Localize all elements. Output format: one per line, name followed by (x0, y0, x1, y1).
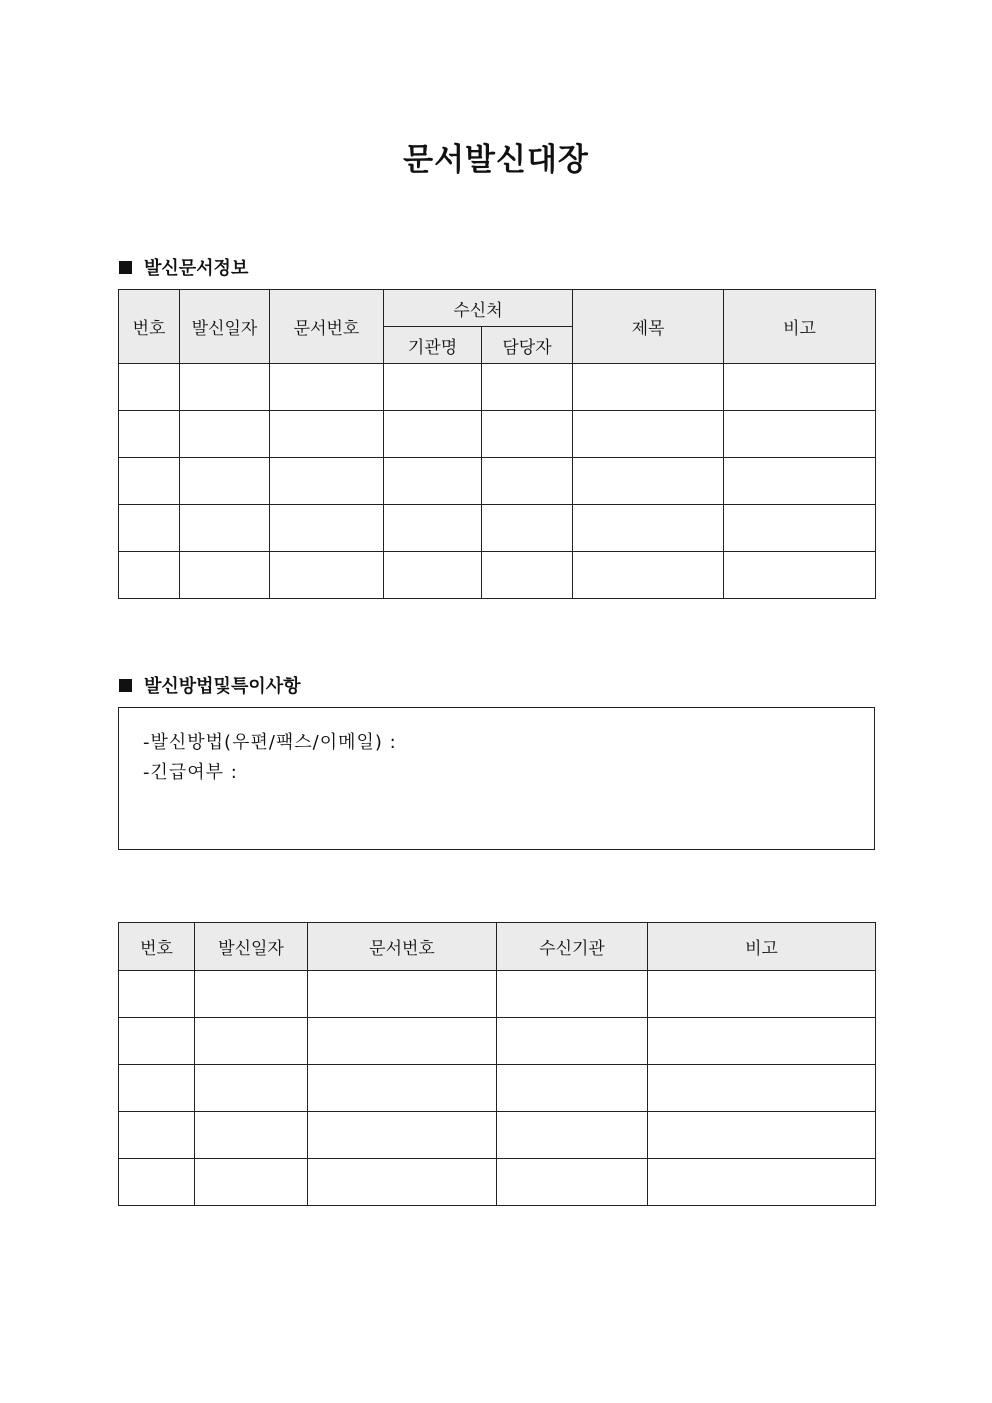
cell-contact-person[interactable] (482, 552, 573, 599)
cell-recipient-org[interactable] (497, 1018, 648, 1065)
cell-org-name[interactable] (384, 411, 482, 458)
cell-send-date[interactable] (180, 411, 270, 458)
cell-doc-number[interactable] (270, 552, 384, 599)
section-heading-label: 발신문서정보 (144, 258, 249, 279)
table-row (119, 552, 876, 599)
header-remarks: 비고 (648, 923, 876, 971)
black-square-icon (119, 261, 132, 274)
cell-recipient-org[interactable] (497, 1112, 648, 1159)
cell-remarks[interactable] (648, 1112, 876, 1159)
cell-remarks[interactable] (724, 505, 876, 552)
header-send-date: 발신일자 (180, 290, 270, 364)
cell-subject[interactable] (573, 458, 724, 505)
cell-no[interactable] (119, 1065, 195, 1112)
black-square-icon (119, 679, 132, 692)
cell-doc-number[interactable] (270, 411, 384, 458)
header-recipient-org: 수신기관 (497, 923, 648, 971)
cell-send-date[interactable] (195, 971, 308, 1018)
cell-doc-number[interactable] (270, 364, 384, 411)
cell-subject[interactable] (573, 411, 724, 458)
table-row (119, 1065, 876, 1112)
cell-no[interactable] (119, 505, 180, 552)
cell-remarks[interactable] (724, 411, 876, 458)
header-no: 번호 (119, 290, 180, 364)
header-subject: 제목 (573, 290, 724, 364)
cell-remarks[interactable] (724, 552, 876, 599)
cell-doc-number[interactable] (270, 505, 384, 552)
cell-recipient-org[interactable] (497, 1159, 648, 1206)
cell-doc-number[interactable] (308, 1065, 497, 1112)
cell-remarks[interactable] (724, 364, 876, 411)
cell-remarks[interactable] (648, 1065, 876, 1112)
cell-contact-person[interactable] (482, 364, 573, 411)
table-row (119, 971, 876, 1018)
document-info-table (118, 289, 876, 599)
cell-remarks[interactable] (648, 1018, 876, 1065)
cell-doc-number[interactable] (270, 458, 384, 505)
cell-no[interactable] (119, 1159, 195, 1206)
header-send-date: 발신일자 (195, 923, 308, 971)
cell-contact-person[interactable] (482, 458, 573, 505)
cell-contact-person[interactable] (482, 505, 573, 552)
table-row (119, 1112, 876, 1159)
cell-remarks[interactable] (648, 1159, 876, 1206)
cell-no[interactable] (119, 364, 180, 411)
page-title: 문서발신대장 (403, 142, 589, 178)
table-row (119, 505, 876, 552)
cell-org-name[interactable] (384, 364, 482, 411)
method-notes-box[interactable] (118, 707, 875, 850)
cell-contact-person[interactable] (482, 411, 573, 458)
cell-doc-number[interactable] (308, 1159, 497, 1206)
cell-subject[interactable] (573, 505, 724, 552)
cell-send-date[interactable] (180, 458, 270, 505)
send-method-line: -발신방법(우편/팩스/이메일) : (143, 732, 397, 753)
cell-no[interactable] (119, 1018, 195, 1065)
table-row (119, 1018, 876, 1065)
cell-no[interactable] (119, 458, 180, 505)
table-row (119, 411, 876, 458)
cell-remarks[interactable] (648, 971, 876, 1018)
header-recipient-group: 수신처 (384, 290, 573, 327)
cell-doc-number[interactable] (308, 1018, 497, 1065)
header-contact-person: 담당자 (482, 327, 573, 364)
header-doc-number: 문서번호 (270, 290, 384, 364)
section-heading-method-notes (119, 672, 301, 698)
section-heading-document-info (119, 254, 248, 280)
cell-doc-number[interactable] (308, 971, 497, 1018)
cell-send-date[interactable] (180, 505, 270, 552)
cell-send-date[interactable] (195, 1112, 308, 1159)
cell-subject[interactable] (573, 364, 724, 411)
header-doc-number: 문서번호 (308, 923, 497, 971)
header-no: 번호 (119, 923, 195, 971)
header-remarks: 비고 (724, 290, 876, 364)
table-row (119, 1159, 876, 1206)
cell-remarks[interactable] (724, 458, 876, 505)
section-heading-label: 발신방법및특이사항 (144, 676, 301, 697)
cell-recipient-org[interactable] (497, 1065, 648, 1112)
urgent-line: -긴급여부 : (143, 762, 238, 783)
header-org-name: 기관명 (384, 327, 482, 364)
table-row (119, 458, 876, 505)
table-row (119, 364, 876, 411)
cell-no[interactable] (119, 411, 180, 458)
cell-recipient-org[interactable] (497, 971, 648, 1018)
cell-send-date[interactable] (180, 552, 270, 599)
cell-doc-number[interactable] (308, 1112, 497, 1159)
cell-org-name[interactable] (384, 458, 482, 505)
cell-no[interactable] (119, 552, 180, 599)
cell-send-date[interactable] (195, 1065, 308, 1112)
cell-org-name[interactable] (384, 552, 482, 599)
cell-no[interactable] (119, 971, 195, 1018)
cell-org-name[interactable] (384, 505, 482, 552)
cell-no[interactable] (119, 1112, 195, 1159)
cell-send-date[interactable] (180, 364, 270, 411)
cell-send-date[interactable] (195, 1018, 308, 1065)
send-log-table (118, 922, 876, 1206)
cell-send-date[interactable] (195, 1159, 308, 1206)
cell-subject[interactable] (573, 552, 724, 599)
